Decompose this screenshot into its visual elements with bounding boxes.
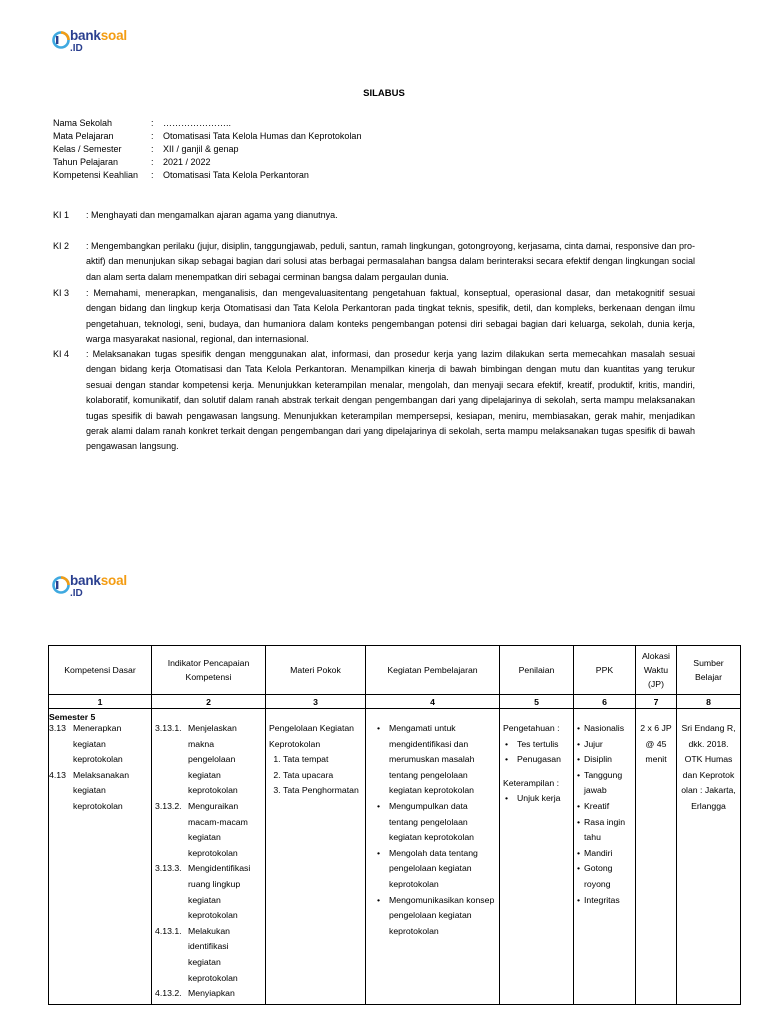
silabus-table [48,645,741,1005]
col-header-materi-pokok: Materi Pokok [266,646,366,695]
alokasi-cell: 2 x 6 JP @ 45 menit [636,709,677,1005]
indikator-code: 3.13.1. [155,723,182,733]
indikator-code: 3.13.3. [155,863,182,874]
brand-name: banksoal [70,573,127,588]
table-number-row [49,695,741,709]
meta-row-nama-sekolah [53,117,361,130]
indikator-text: Menguraikan macam-macam kegiatan keprotokolan [188,800,248,858]
ki-code: KI 1 [53,210,70,220]
ppk-item: • Jujur [584,737,632,753]
indikator-item [155,924,262,986]
ki-code: KI 3 [53,288,70,298]
ki-4 [53,347,695,455]
meta-row-tahun-pelajaran [53,155,361,168]
brand-domain: .ID [70,42,83,54]
penilaian-pengetahuan-list [503,737,570,768]
meta-value: Otomatisasi Tata Kelola Perkantoran [163,169,309,180]
col-number: 1 [49,695,152,709]
col-header-ppk: PPK [574,646,636,695]
meta-row-kelas-semester [53,143,361,156]
meta-label: Nama Sekolah [53,118,113,129]
indikator-code: 4.13.1. [155,925,182,936]
meta-label: Tahun Pelajaran [53,156,119,167]
identity-block [53,117,361,181]
col-number: 5 [500,695,574,709]
ki-code: KI 4 [53,349,70,359]
brand-domain: .ID [70,587,83,599]
col-header-kompetensi-dasar: Kompetensi Dasar [49,646,152,695]
ki-text: : Menghayati dan mengamalkan ajaran agama yang dianutnya. [86,210,338,220]
ppk-item: • Mandiri [584,846,632,862]
materi-cell [266,709,366,1005]
sumber-cell: Sri Endang R, dkk. 2018. OTK Humas dan Keprotok olan : Jakarta, Erlangga [677,709,741,1005]
kegiatan-list [369,721,496,939]
meta-colon: : [151,118,154,129]
kegiatan-cell [366,709,500,1005]
materi-heading: Pengelolaan Kegiatan Keprotokolan [269,723,355,749]
col-number: 8 [677,695,741,709]
meta-value: 2021 / 2022 [163,156,211,167]
meta-value: Otomatisasi Tata Kelola Humas dan Keprotokolan [163,131,362,142]
brand-logo-second [52,574,127,599]
penilaian-pengetahuan-label: Pengetahuan : [503,723,560,733]
kd-item [49,721,148,768]
ppk-item: • Disiplin [584,752,632,768]
ki-text: : Memahami, menerapkan, menganalisis, dan mengevaluasitentang pengetahuan faktual, konseptual, operasional dasar, dan metakognitif sesuai dengan bidang dan lingkup kerja Otomatisasi dan Tata Kelola Perkantoran pada tingkat teknis, spesifik, detil, dan kompleks, berkenaan dengan ilmu pengetahuan, teknologi, seni, budaya, dan humaniora dalam konteks pengembangan potensi diri sebagai bagian dari keluarga, sekolah, dunia kerja, warga masyarakat nasional, regional, dan internasional. [86,288,695,345]
col-header-alokasi: Alokasi Waktu (JP) [636,646,677,695]
ppk-item: • Nasionalis [584,721,632,737]
indikator-text: Menjelaskan makna pengelolaan kegiatan keprotokolan [188,723,238,796]
kegiatan-item: • Mengumpulkan data tentang pengelolaan kegiatan keprotokolan [389,799,496,846]
brand-name: banksoal [70,28,127,43]
ppk-item: • Rasa ingin tahu [584,815,632,846]
meta-value: XII / ganjil & genap [163,143,239,154]
ppk-cell [574,709,636,1005]
ki-text: : Melaksanakan tugas spesifik dengan menggunakan alat, informasi, dan prosedur kerja yang lazim dilakukan serta memecahkan masalah sesuai dengan bidang kerja Otomatisasi dan Tata Kelola Perkantoran. Menampilkan kinerja di bawah bimbingan dengan mutu dan kuantitas yang terukur sesuai dengan standar kompetensi kerja. Menunjukkan keterampilan menalar, mengolah, dan menyaji secara efektif, kreatif, produktif, kritis, mandiri, kolaboratif, komunikatif, dan solutif dalam ranah abstrak terkait dengan pengembangan dari yang dipelajarinya di sekolah, serta mampu melaksanakan tugas spesifik di bawah pengawasan langsung. Menunjukkan keterampilan mempersepsi, kesiapan, meniru, membiasakan, gerak mahir, menjadikan gerak alami dalam ranah konkret terkait dengan pengembangan dari yang dipelajarinya di sekolah, serta mampu melaksanakan tugas spesifik di bawah pengawasan langsung. [86,349,695,452]
kegiatan-item: • Mengamati untuk mengidentifikasi dan merumuskan masalah tentang pengelolaan kegiatan keprotokolan [389,721,496,799]
ki-code: KI 2 [53,241,70,251]
meta-colon: : [151,156,154,167]
ki-3 [53,286,695,348]
kegiatan-item: • Mengomunikasikan konsep pengelolaan kegiatan keprotokolan [389,893,496,940]
materi-list [269,752,362,799]
banksoal-logo-icon [52,31,70,51]
kd-text: Menerapkan kegiatan keprotokolan [73,723,123,765]
indikator-item [155,986,262,1002]
meta-colon: : [151,131,154,142]
ppk-item: • Gotong royong [584,861,632,892]
meta-label: Kelas / Semester [53,143,122,154]
kd-item [49,768,148,815]
meta-value: ………………….. [163,118,232,129]
col-header-indikator: Indikator Pencapaian Kompetensi [152,646,266,695]
materi-item: 2. Tata upacara [283,768,362,784]
indikator-item [155,861,262,923]
semester-label: Semester 5 [49,712,96,722]
ppk-item: • Tanggung jawab [584,768,632,799]
ki-1 [53,208,695,223]
indikator-item [155,721,262,799]
meta-row-mata-pelajaran [53,130,361,143]
meta-colon: : [151,169,154,180]
penilaian-keterampilan-list [503,791,570,807]
col-header-penilaian: Penilaian [500,646,574,695]
ppk-item: • Kreatif [584,799,632,815]
kd-code: 4.13 [49,769,66,780]
meta-label: Mata Pelajaran [53,131,114,142]
meta-label: Kompetensi Keahlian [53,169,139,180]
materi-item: 3. Tata Penghormatan [283,783,362,799]
col-number: 2 [152,695,266,709]
penilaian-keterampilan-label: Keterampilan : [503,777,560,788]
meta-row-kompetensi-keahlian [53,168,361,181]
ki-text: : Mengembangkan perilaku (jujur, disiplin, tanggungjawab, peduli, santun, ramah lingkungan, gotongroyong, kerjasama, cinta damai, responsive dan pro-aktif) dan menunjukan sikap sebagai bagian dari solusi atas berbagai permasalahan bangsa dalam berinteraksi secara efektif dengan lingkungan social dan alam serta dalam menempatkan diri sebagai cerminan bangsa dalam pergaulan dunia. [86,241,695,282]
kegiatan-item: • Mengolah data tentang pengelolaan kegiatan keprotokolan [389,846,496,893]
col-number: 6 [574,695,636,709]
kd-cell [49,709,152,1005]
indikator-text: Melakukan identifikasi kegiatan keprotokolan [188,925,238,983]
ki-2 [53,239,695,285]
ppk-item: • Integritas [584,893,632,909]
penilaian-cell [500,709,574,1005]
kd-code: 3.13 [49,723,66,733]
penilaian-item: • Tes tertulis [517,737,570,753]
materi-item: 1. Tata tempat [283,752,362,768]
indikator-code: 4.13.2. [155,988,182,999]
meta-colon: : [151,143,154,154]
indikator-item [155,799,262,861]
indikator-text: Menyiapkan [188,988,235,999]
brand-logo-top [52,29,127,54]
col-header-sumber: Sumber Belajar [677,646,741,695]
col-number: 7 [636,695,677,709]
indikator-text: Mengidentifikasi ruang lingkup kegiatan keprotokolan [188,863,251,921]
col-number: 3 [266,695,366,709]
penilaian-item: • Unjuk kerja [517,791,570,807]
ppk-list [577,721,632,908]
table-row [49,709,741,1005]
indikator-cell [152,709,266,1005]
kd-text: Melaksanakan kegiatan keprotokolan [73,769,130,811]
col-header-kegiatan: Kegiatan Pembelajaran [366,646,500,695]
penilaian-item: • Penugasan [517,752,570,768]
col-number: 4 [366,695,500,709]
indikator-code: 3.13.2. [155,800,182,811]
table-header-row [49,646,741,695]
banksoal-logo-icon [52,576,70,596]
document-title: SILABUS [363,88,405,99]
